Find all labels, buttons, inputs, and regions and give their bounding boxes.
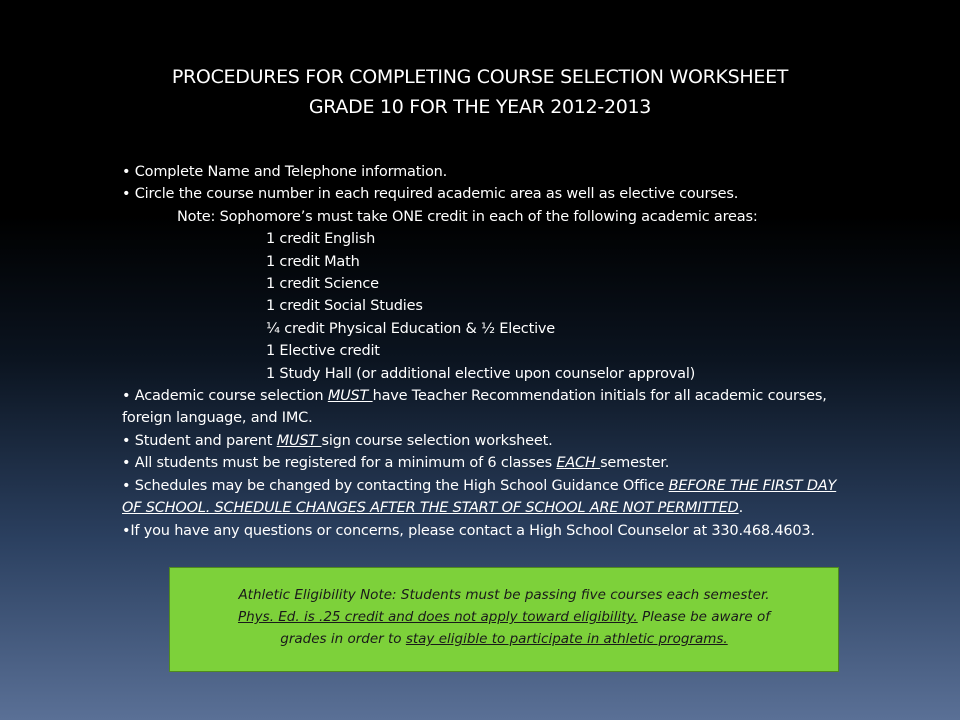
- text: grades in order to: [280, 631, 406, 647]
- credit-item: 1 Elective credit: [266, 343, 380, 360]
- text: Please be aware of: [637, 609, 771, 625]
- text: semester.: [600, 455, 670, 472]
- each-emphasis: EACH: [556, 455, 601, 472]
- bullet-teacher-recommendation: [122, 385, 912, 407]
- text: • Student and parent: [122, 432, 277, 449]
- bullet-circle-course: • Circle the course number in each required academic area as well as elective courses.: [122, 186, 739, 203]
- text: • Schedules may be changed by contacting the High School Guidance Office: [122, 477, 669, 494]
- credit-item: 1 credit Social Studies: [266, 298, 423, 315]
- text: • All students must be registered for a minimum of 6 classes: [122, 455, 557, 472]
- text: .: [738, 500, 744, 517]
- bullet-minimum-classes: [122, 452, 912, 474]
- title-line-2: GRADE 10 FOR THE YEAR 2012-2013: [308, 96, 652, 118]
- must-emphasis: MUST: [327, 388, 373, 405]
- credit-item: 1 credit Science: [266, 276, 379, 293]
- bullet-sign-worksheet: [122, 430, 912, 452]
- not-permitted-emphasis: OF SCHOOL. SCHEDULE CHANGES AFTER THE START OF SCHOOL ARE NOT PERMITTED: [122, 500, 739, 517]
- bullet-teacher-recommendation-cont: foreign language, and IMC.: [122, 410, 313, 427]
- bullet-complete-name: • Complete Name and Telephone information.: [122, 164, 448, 180]
- text: • Academic course selection: [122, 388, 328, 405]
- sophomore-note: Note: Sophomore’s must take ONE credit in each of the following academic areas:: [177, 208, 758, 225]
- athletic-eligibility-note: [169, 567, 839, 672]
- bullet-schedule-changes: [122, 475, 912, 497]
- before-first-day-emphasis: BEFORE THE FIRST DAY: [668, 477, 837, 494]
- text: have Teacher Recommendation initials for all academic courses,: [372, 388, 827, 405]
- phys-ed-emphasis: Phys. Ed. is .25 credit and does not apply toward eligibility.: [237, 609, 638, 625]
- note-line-2: [170, 606, 838, 628]
- note-line-1: Athletic Eligibility Note: Students must be passing five courses each semester.: [238, 587, 770, 603]
- title-line-1: PROCEDURES FOR COMPLETING COURSE SELECTION WORKSHEET: [171, 66, 789, 88]
- procedures-list: [122, 161, 912, 542]
- credit-item: 1 credit Math: [266, 253, 360, 270]
- credit-item: 1 Study Hall (or additional elective upon counselor approval): [266, 365, 696, 382]
- bullet-contact-counselor: •If you have any questions or concerns, please contact a High School Counselor at 330.468.4603.: [122, 522, 815, 539]
- must-emphasis: MUST: [276, 432, 322, 449]
- bullet-schedule-changes-cont: [122, 497, 912, 519]
- note-line-3: [170, 628, 838, 650]
- credit-item: 1 credit English: [266, 231, 376, 248]
- credit-item: ¼ credit Physical Education & ½ Elective: [266, 320, 555, 337]
- text: sign course selection worksheet.: [321, 432, 553, 449]
- stay-eligible-emphasis: stay eligible to participate in athletic programs.: [405, 631, 728, 647]
- slide-title: [0, 62, 960, 122]
